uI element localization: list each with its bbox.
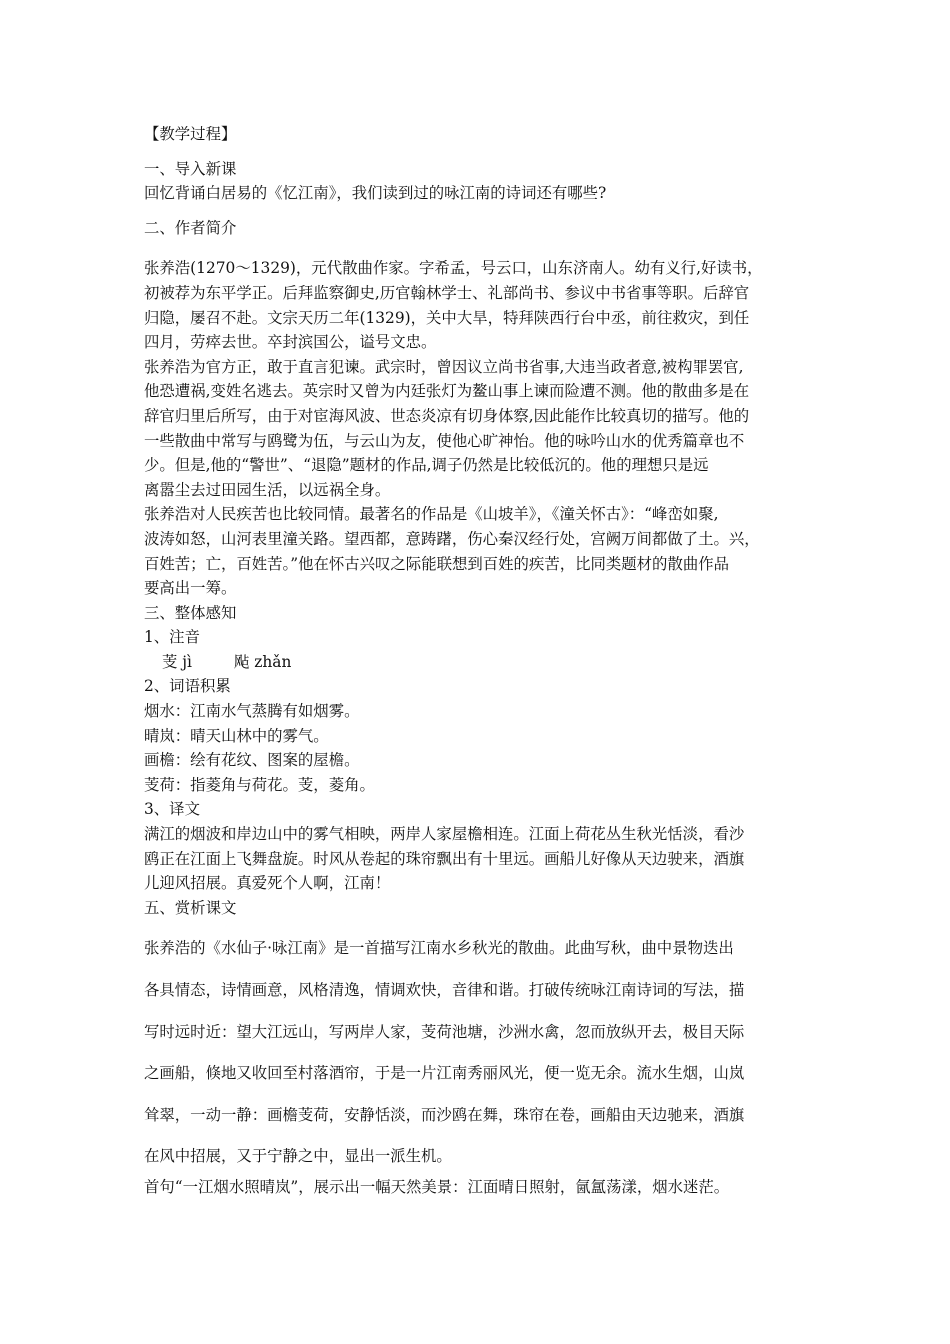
phonetic-item: 飐 zhǎn (233, 652, 292, 671)
vocab-item: 晴岚：晴天山林中的雾气。 (144, 726, 329, 745)
vocab-item: 芰荷：指菱角与荷花。芰，菱角。 (144, 775, 375, 794)
translation-line: 鸥正在江面上飞舞盘旋。时风从卷起的珠帘飘出有十里远。画船儿好像从天边驶来，酒旗 (144, 849, 745, 868)
appreciation-line: 耸翠，一动一静：画檐芰荷，安静恬淡，而沙鸥在舞，珠帘在卷，画船由天边驰来，酒旗 (144, 1105, 745, 1124)
vocab-item: 画檐：绘有花纹、图案的屋檐。 (144, 751, 360, 770)
author-line: 波涛如怒，山河表里潼关路。望西都，意踌躇，伤心秦汉经行处，宫阙万间都做了土。兴， (144, 529, 760, 548)
appreciation-line: 写时远时近：望大江远山，写两岸人家，芰荷池塘，沙洲水禽，忽而放纵开去，极目天际 (144, 1022, 745, 1041)
author-line: 百姓苦；亡，百姓苦。”他在怀古兴叹之际能联想到百姓的疾苦，比同类题材的散曲作品 (144, 554, 730, 573)
author-line: 辞官归里后所写，由于对宦海风波、世态炎凉有切身体察,因此能作比较真切的描写。他的 (144, 406, 750, 425)
translation-line: 儿迎风招展。真爱死个人啊，江南！ (144, 874, 391, 893)
phonetic-item: 芰 jì (162, 652, 192, 671)
intro-heading: 一、导入新课 (144, 159, 237, 178)
translation-line: 满江的烟波和岸边山中的雾气相映，两岸人家屋檐相连。江面上荷花丛生秋光恬淡，看沙 (144, 825, 745, 844)
appreciation-heading: 五、赏析课文 (144, 898, 237, 917)
phonetic-list (144, 650, 808, 675)
author-line: 张养浩为官方正，敢于直言犯谏。武宗时，曾因议立尚书省事,大违当政者意,被构罪罢官, (144, 357, 744, 376)
vocab-item: 烟水：江南水气蒸腾有如烟雾。 (144, 702, 360, 721)
appreciation-line: 张养浩的《水仙子·咏江南》是一首描写江南水乡秋光的散曲。此曲写秋，曲中景物迭出 (144, 939, 734, 958)
author-line: 四月，劳瘁去世。卒封滨国公，谥号文忠。 (144, 333, 437, 352)
appreciation-line: 在风中招展，又于宁静之中，显出一派生机。 (144, 1147, 452, 1166)
author-line: 少。但是,他的“警世”、“退隐”题材的作品,调子仍然是比较低沉的。他的理想只是远 (144, 456, 709, 475)
author-line: 初被荐为东平学正。后拜监察御史,历官翰林学士、礼部尚书、参议中书省事等职。后辞官 (144, 283, 750, 302)
author-line: 离嚣尘去过田园生活，以远祸全身。 (144, 480, 391, 499)
author-line: 张养浩对人民疾苦也比较同情。最著名的作品是《山坡羊》，《潼关怀古》：“峰峦如聚, (144, 505, 719, 524)
perception-heading: 三、整体感知 (144, 603, 237, 622)
closing-line: 首句“一江烟水照晴岚”，展示出一幅天然美景：江面晴日照射，氤氲荡漾，烟水迷茫。 (144, 1177, 730, 1196)
author-line: 要高出一筹。 (144, 579, 237, 598)
phonetic-heading: 1、注音 (144, 628, 200, 647)
appreciation-body (144, 936, 808, 1169)
author-line: 一些散曲中常写与鸥鹭为伍，与云山为友，使他心旷神怡。他的咏吟山水的优秀篇章也不 (144, 431, 745, 450)
author-body (144, 256, 808, 600)
author-heading: 二、作者简介 (144, 218, 237, 237)
vocab-heading: 2、词语积累 (144, 677, 231, 696)
author-line: 归隐，屡召不赴。文宗天历二年(1329)，关中大旱，特拜陕西行台中丞，前往救灾，到任 (144, 308, 750, 327)
section-title: 【教学过程】 (144, 125, 237, 143)
author-line: 张养浩(1270～1329)，元代散曲作家。字希孟，号云口，山东济南人。幼有义行,好读书， (144, 259, 763, 278)
author-line: 他恐遭祸,变姓名逃去。英宗时又曾为内廷张灯为鳌山事上谏而险遭不测。他的散曲多是在 (144, 382, 750, 401)
appreciation-line: 各具情态，诗情画意，风格清逸，情调欢快，音律和谐。打破传统咏江南诗词的写法，描 (144, 981, 745, 999)
intro-text: 回忆背诵白居易的《忆江南》，我们读到过的咏江南的诗词还有哪些? (144, 184, 607, 203)
translation-heading: 3、译文 (144, 800, 200, 819)
appreciation-line: 之画船，倏地又收回至村落酒帘，于是一片江南秀丽风光，便一览无余。流水生烟，山岚 (144, 1064, 745, 1083)
document-page (144, 122, 808, 1200)
